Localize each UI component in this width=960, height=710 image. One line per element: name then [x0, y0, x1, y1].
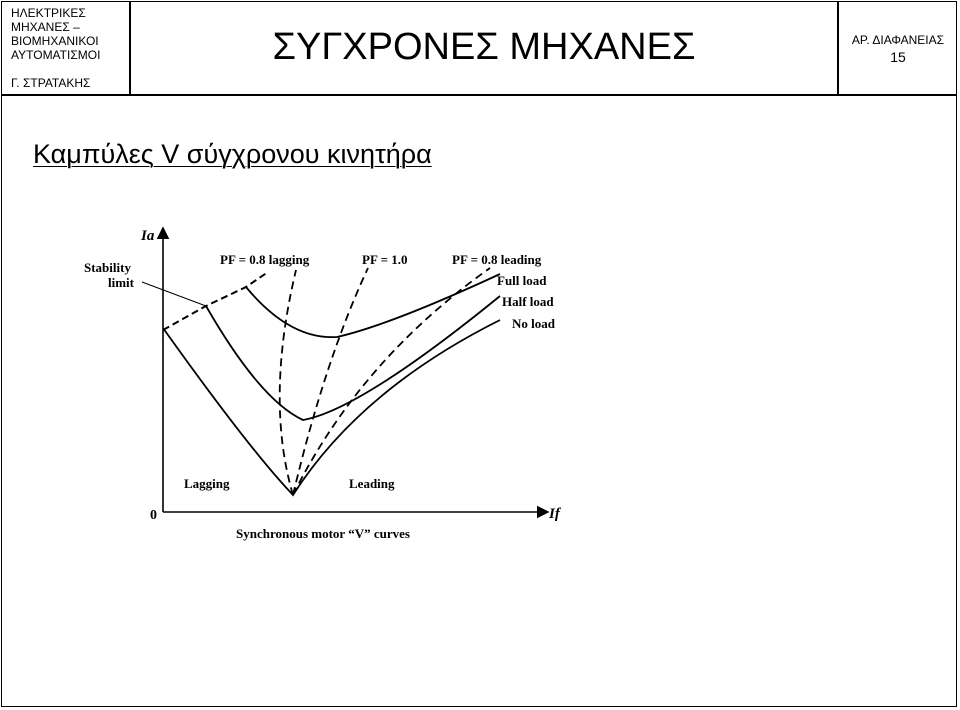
header-slide-number-box — [839, 1, 957, 94]
stability-label-line-2: limit — [108, 275, 134, 290]
half-load-curve — [206, 296, 500, 420]
half-load-label: Half load — [502, 294, 554, 309]
y-axis-label: Ia — [141, 228, 155, 244]
slide-header — [1, 1, 957, 96]
no-load-label: No load — [512, 316, 555, 331]
stability-label-line-1: Stability — [84, 260, 131, 275]
pf-unity-line — [293, 268, 368, 495]
slide-number-label: ΑΡ. ΔΙΑΦΑΝΕΙΑΣ — [851, 33, 945, 47]
slide-subtitle: Καμπύλες V σύγχρονου κινητήρα — [33, 139, 432, 169]
lagging-region-label: Lagging — [184, 476, 230, 491]
pf-leading-label: PF = 0.8 leading — [452, 252, 542, 267]
header-title-box — [131, 1, 839, 94]
full-load-label: Full load — [497, 273, 547, 288]
pf-lagging-line — [280, 270, 296, 495]
full-load-curve — [246, 274, 500, 337]
header-course-line-4: ΑΥΤΟΜΑΤΙΣΜΟΙ — [11, 48, 101, 62]
leading-region-label: Leading — [349, 476, 395, 491]
header-author-box — [1, 1, 131, 94]
stability-pointer — [142, 282, 206, 306]
header-author: Γ. ΣΤΡΑΤΑΚΗΣ — [11, 76, 91, 90]
pf-leading-line — [293, 268, 490, 495]
origin-label: 0 — [150, 508, 157, 523]
no-load-curve — [163, 320, 500, 495]
pf-lagging-label: PF = 0.8 lagging — [220, 252, 310, 267]
x-axis-label: If — [549, 506, 560, 522]
header-course-line-3: ΒΙΟΜΗΧΑΝΙΚΟΙ — [11, 34, 99, 48]
page-title: ΣΥΓΧΡΟΝΕΣ ΜΗΧΑΝΕΣ — [272, 26, 696, 68]
figure-caption: Synchronous motor “V” curves — [236, 526, 410, 541]
slide-number: 15 — [890, 49, 906, 65]
v-curves-figure — [60, 200, 620, 560]
header-course-line-2: ΜΗΧΑΝΕΣ – — [11, 20, 80, 34]
v-curves-diagram — [60, 200, 620, 560]
pf-unity-label: PF = 1.0 — [362, 252, 408, 267]
header-course-line-1: ΗΛΕΚΤΡΙΚΕΣ — [11, 6, 86, 20]
